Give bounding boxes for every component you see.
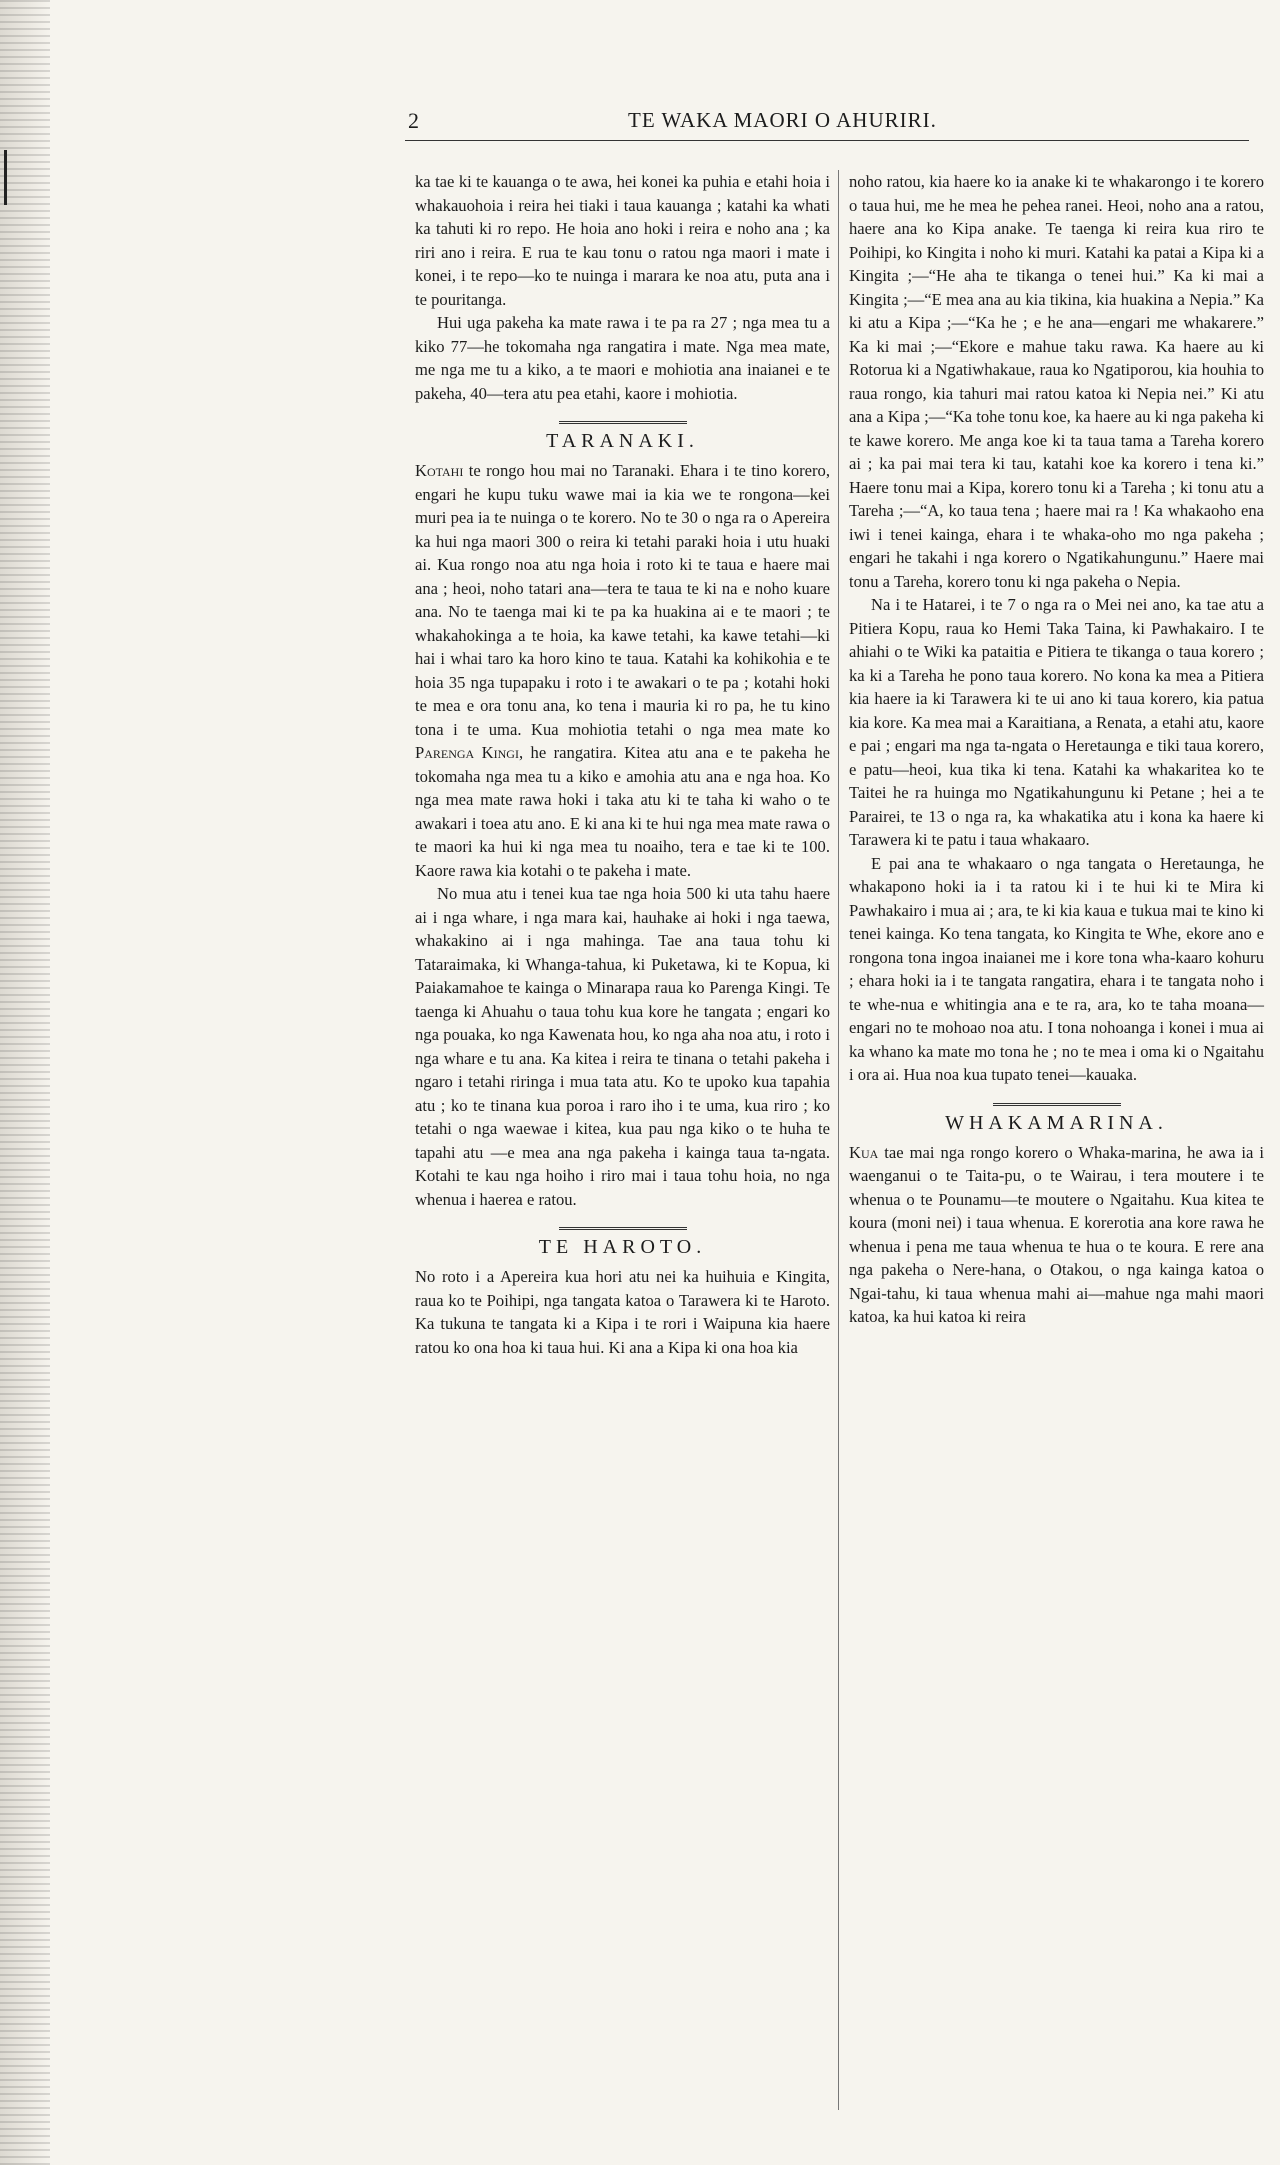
section-rule bbox=[559, 1227, 687, 1230]
page-header bbox=[380, 100, 1255, 142]
newspaper-page bbox=[380, 100, 1264, 1357]
paragraph: noho ratou, kia haere ko ia anake ki te whakarongo i te korero o taua hui, me he mea he pehea ranei. Heoi, noho ana a ratou, haere ana ko Kipa anake. Te taenga ki reira kua riro te Poihipi, ko Kingita i noho ki muri. Katahi ka patai a Kipa ki a Kingita ;—“He aha te tikanga o tenei hui.” Ka ki mai a Kingita ;—“E mea ana au kia tikina, kia huakina a Nepia.” Ka ki atu a Kipa ;—“Ka he ; e he ana—engari me whakarere.” Ka ki mai ;—“Ekore e mahue taku rawa. Ka haere au ki Rotorua ki a Ngatiwhakaue, raua ko Ngatiporou, kia houhia to raua rongo, kia tahuri mai ratou katoa ki Nepia nei.” Ki atu ana a Kipa ;—“Ka tohe tonu koe, ka haere au ki nga pakeha ki te kawe korero. Me anga koe ki ta taua tama a Tareha korero ai ; ka pai mai tera ki tau, katahi koe ka korero i tena ki.” Haere tonu mai a Kipa, korero tonu ki a Tareha ; ki tonu atu a Tareha ;—“A, ko taua tena ; haere mai ra ! Ka whakaoho ena iwi i tenei kainga, ehara i te whaka-oho mo nga pakeha ; engari he takahi i nga korero o Ngatikahungunu.” Haere mai tonu a Tareha, korero tonu ki nga pakeha o Nepia. bbox=[849, 172, 1264, 591]
section-rule bbox=[559, 421, 687, 424]
paragraph-text: , he rangatira. Kitea atu ana e te pakeha he tokomaha nga mea tu a kiko e amohia atu ana e nga hoa. Ko nga mea mate rawa hoki i taka atu ki te taha ki waho o te awakari i toea atu ano. E ki ana ki te hui nga mea mate rawa o te maori ka hui ki nga mea tu noaiho, tera e tae ki te 100. Kaore rawa kia kotahi o te pakeha i mate. bbox=[415, 743, 830, 880]
paragraph: No mua atu i tenei kua tae nga hoia 500 ki uta tahu haere ai i nga whare, i nga mara kai, hauhake ai hoki i nga taewa, whakakino ai i nga mahinga. Tae ana taua tohu ki Tataraimaka, ki Whanga-tahua, ki Puketawa, ki te Kopua, ki Paiakamahoe te kainga o Minarapa raua ko Parenga Kingi. Te taenga ki Ahuahu o taua tohu kua kore he tangata ; engari ko nga pouaka, ko nga Kawenata hou, ko nga aha noa atu, i roto i nga whare e tu ana. Ka kitea i reira te tinana o tetahi pakeha i ngaro i tetahi riringa i mua tata atu. Ko te upoko kua tapahia atu ; ko te tinana kua poroa i raro iho i te uma, kua riro ; ko tetahi o nga waewae i kitea, kua pau nga kiko o te huha te tapahi atu —e mea ana nga pakeha i kainga taua ta-ngata. Kotahi te kau nga hoiho i riro mai i taua tohu hoia, no nga whenua i haerea e ratou. bbox=[415, 884, 830, 1209]
paragraph: Hui uga pakeha ka mate rawa i te pa ra 27 ; nga mea tu a kiko 77—he tokomaha nga rangatira i mate. Nga mea mate, me nga me tu a kiko, a te maori e mohiotia ana inaianei e te pakeha, 40—tera atu pea etahi, kaore i mohiotia. bbox=[415, 313, 830, 403]
person-name: Parenga Kingi bbox=[415, 743, 519, 762]
section-heading-taranaki: TARANAKI. bbox=[546, 430, 699, 452]
paragraph: ka tae ki te kauanga o te awa, hei konei ka puhia e etahi hoia i whakauohoia i reira hei tiaki i taua kauanga ; katahi ka whati ka tahuti ki ro repo. He hoia ano hoki i reira e noho ana ; ka riri ano i reira. E rua te kau tonu o ratou nga maori i mate i konei, i te repo—ko te nuinga i marara ke noa atu, puta ana i te pouritanga. bbox=[415, 172, 830, 309]
scan-binding-edge bbox=[0, 0, 50, 2165]
page-number: 2 bbox=[408, 108, 419, 133]
lead-word: Kua bbox=[849, 1142, 879, 1162]
right-column bbox=[849, 170, 1264, 1329]
section-heading-whakamarina: WHAKAMARINA. bbox=[945, 1111, 1168, 1134]
lead-word: Kotahi bbox=[415, 461, 464, 480]
paragraph-text: tae mai nga rongo korero o Whaka-marina, he awa ia i waenganui o te Taita-pu, o te Wairau, i tera moutere i te whenua o te Pounamu—te moutere o Ngaitahu. Kua kitea te koura (moni nei) i taua whenua. E korerotia ana kore rawa he whenua i pena me taua whenua te hua o te koura. E rere ana nga pakeha o Nere-hana, o Otakou, o nga kainga katoa o Ngai-tahu, ki taua whenua mahi ai—mahue nga mahi maori katoa, ka hui katoa ki reira bbox=[849, 1142, 1264, 1326]
header-rule bbox=[405, 140, 1249, 141]
paragraph-text: te rongo hou mai no Taranaki. Ehara i te tino korero, engari he kupu tuku wawe mai ia kia we te rongona—kei muri pea ia te nuinga o te korero. No te 30 o nga ra o Apereira ka hui nga maori 300 o reira ki tetahi paraki hoia i utu huaki ai. Kua rongo noa atu nga hoia i roto ki te taua e haere mai ana ; heoi, noho tatari ana—tera te taua te ki na e noho kuare ana. No te taenga mai ki te pa ka huakina ai e te maori ; te whakahokinga a te hoia, ka kawe tetahi, ka kawe tetahi—ki hai i whai taro ka horo kino te taua. Katahi ka kohikohia e te hoia 35 nga tupapaku i roto i te awakari o te pa ; kotahi hoki te mea e ora tonu ana, ko tena i mauria ki ro pa, he tu kino tona i te uma. Kua mohiotia tetahi o nga mea mate ko bbox=[415, 461, 830, 739]
left-column bbox=[415, 170, 830, 1359]
section-heading-te-haroto: TE HAROTO. bbox=[538, 1236, 707, 1258]
paragraph: No roto i a Apereira kua hori atu nei ka huihuia e Kingita, raua ko te Poihipi, nga tangata katoa o Tarawera ki te Haroto. Ka tukuna te tangata ki a Kipa i te rori i Waipuna kia haere ratou ko ona hoa ki taua hui. Ki ana a Kipa ki ona hoa kia bbox=[415, 1267, 830, 1357]
column-divider bbox=[838, 170, 839, 2110]
section-rule bbox=[993, 1103, 1121, 1106]
paragraph bbox=[849, 1141, 1264, 1329]
paragraph bbox=[415, 459, 830, 882]
binding-mark bbox=[4, 150, 7, 205]
paragraph: E pai ana te whakaaro o nga tangata o Heretaunga, he whakapono hoki ia i ta ratou ki i te hui ki te Mira ki Pawhakairo i mua ai ; ara, te ki kia kaua e tukua mai te kino ki tenei kainga. Ko tena tangata, ko Kingita te Whe, ekore ano e rongona tona ingoa inaianei me i kore tona wha-kaaro kohuru ; ehara hoki ia i te tangata rangatira, ehara i te tangata noho i te whe-nua e whitingia ana e te ra, ara, ko te taha moana—engari no te mohoao noa atu. I tona nohoanga i konei i mua ai ka whano ka mate mo tona he ; no te mea i oma ki o Ngaitahu i ora ai. Hua noa kua tupato tenei—kauaka. bbox=[849, 853, 1264, 1084]
masthead-title: TE WAKA MAORI O AHURIRI. bbox=[628, 108, 937, 132]
paragraph: Na i te Hatarei, i te 7 o nga ra o Mei nei ano, ka tae atu a Pitiera Kopu, raua ko Hemi Taka Taina, ki Pawhakairo. I te ahiahi o te Wiki ka pataitia e Pitiera te tikanga o taua korero ; ka ki a Tareha he pono taua korero. No kona ka mea a Pitiera kia haere ia ki Tarawera ki te ui ano ki taua korero, kia patua kia kore. Ka mea mai a Karaitiana, a Renata, a etahi atu, kaore e pai ; engari ma nga ta-ngata o Heretaunga e tiki taua korero, e patu—heoi, kua tika ki tena. Katahi ka whakaritea ko te Taitei he ra huinga mo Ngatikahungunu ki Petane ; hei a te Parairei, te 13 o nga ra, ka whakatika atu i kona ka haere ki Tarawera ki te patu i taua whakaaro. bbox=[849, 595, 1264, 849]
